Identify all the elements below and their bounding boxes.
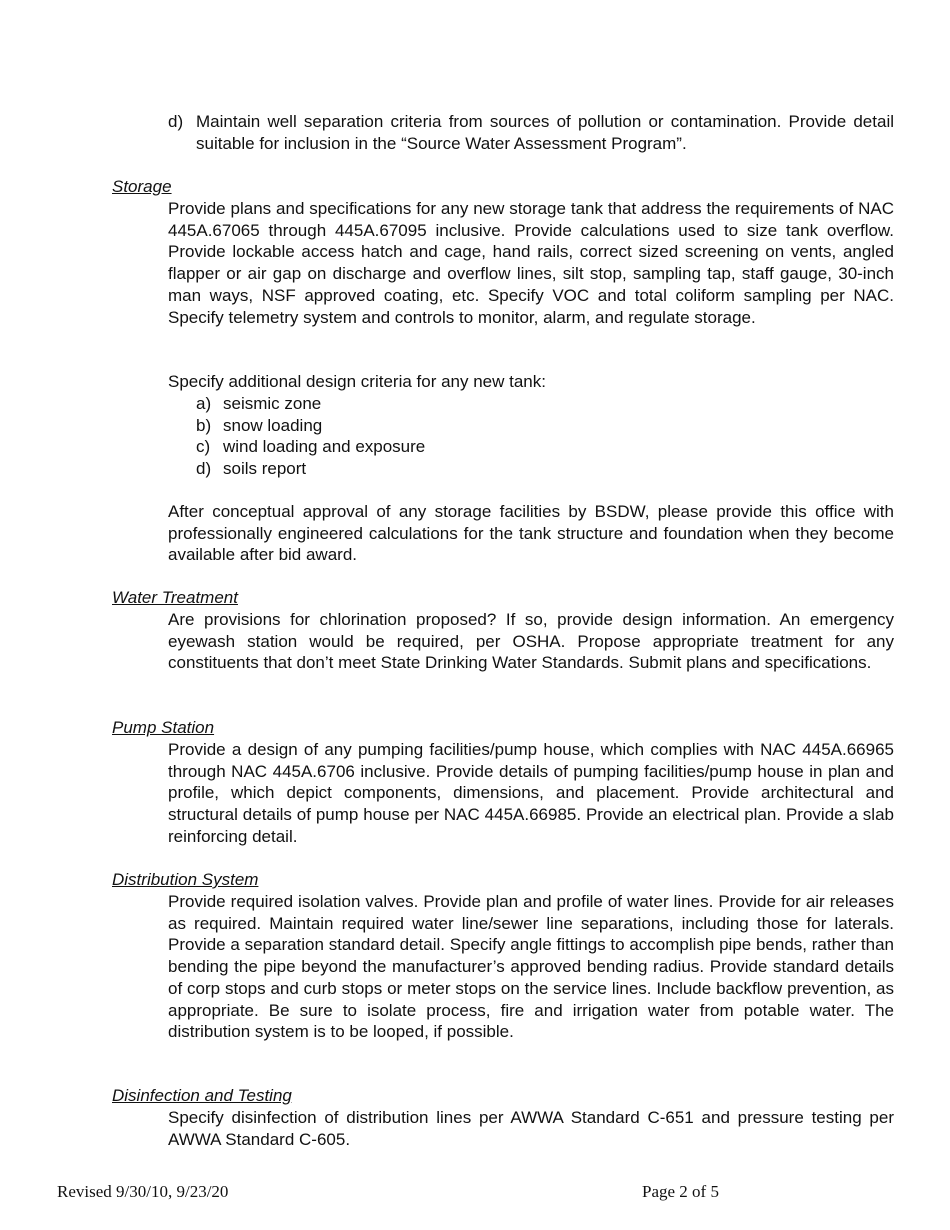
criteria-item-label: d) [196, 459, 212, 479]
disinfection-heading: Disinfection and Testing [112, 1086, 292, 1105]
criteria-item-label: c) [196, 437, 211, 457]
distribution-system-paragraph: Provide required isolation valves. Provide plan and profile of water lines. Provide for air releases as required. Maintain required water line/sewer line separations, including those for laterals. Provide a separation standard detail. Specify angle fittings to accomplish pipe bends, rather than bending the pipe beyond the manufacturer’s approved bending radius. Provide standard details of corp stops and curb stops or meter stops on the service lines. Include backflow prevention, as appropriate. Be sure to isolate process, fire and irrigation water from potable water. The distribution system is to be looped, if possible. [168, 892, 894, 1042]
storage-approval-paragraph: After conceptual approval of any storage facilities by BSDW, please provide this office with professionally engineered calculations for the tank structure and foundation when they become available after bid award. [168, 502, 894, 565]
water-treatment-paragraph: Are provisions for chlorination proposed? If so, provide design information. An emergency eyewash station would be required, per OSHA. Propose appropriate treatment for any constituents that don’t meet State Drinking Water Standards. Submit plans and specifications. [168, 610, 894, 673]
storage-heading: Storage [112, 177, 172, 196]
criteria-item-text: wind loading and exposure [223, 437, 426, 457]
criteria-item-label: b) [196, 415, 212, 435]
criteria-item-text: seismic zone [223, 394, 322, 413]
list-item-d [168, 111, 894, 154]
criteria-intro: Specify additional design criteria for any new tank: [168, 372, 546, 391]
footer-revised: Revised 9/30/10, 9/23/20 [57, 1182, 229, 1201]
criteria-item-label: a) [196, 394, 212, 413]
water-treatment-heading: Water Treatment [112, 588, 238, 607]
criteria-item-text: snow loading [223, 415, 323, 435]
list-item-label: d) [168, 112, 184, 131]
disinfection-paragraph: Specify disinfection of distribution lines per AWWA Standard C-651 and pressure testing per AWWA Standard C-605. [168, 1108, 894, 1149]
pump-station-heading: Pump Station [112, 718, 215, 737]
list-item-text: Maintain well separation criteria from sources of pollution or contamination. Provide detail suitable for inclusion in the “Source Water Assessment Program”. [196, 112, 894, 153]
criteria-item-text: soils report [223, 459, 307, 479]
pump-station-paragraph: Provide a design of any pumping facilities/pump house, which complies with NAC 445A.66965 through NAC 445A.6706 inclusive. Provide details of pumping facilities/pump house in plan and profile, which depict components, dimensions, and placement. Provide architectural and structural details of pump house per NAC 445A.66985. Provide an electrical plan. Provide a slab reinforcing detail. [168, 740, 894, 846]
distribution-system-heading: Distribution System [112, 870, 259, 889]
footer-page-number: Page 2 of 5 [642, 1182, 719, 1201]
storage-paragraph: Provide plans and specifications for any new storage tank that address the requirements of NAC 445A.67065 through 445A.67095 inclusive. Provide calculations used to size tank overflow. Provide lockable access hatch and cage, hand rails, correct sized screening on vents, angled flapper or air gap on discharge and overflow lines, silt stop, sampling tap, staff gauge, 30-inch man ways, NSF approved coating, etc. Specify VOC and total coliform sampling per NAC. Specify telemetry system and controls to monitor, alarm, and regulate storage. [168, 199, 894, 327]
